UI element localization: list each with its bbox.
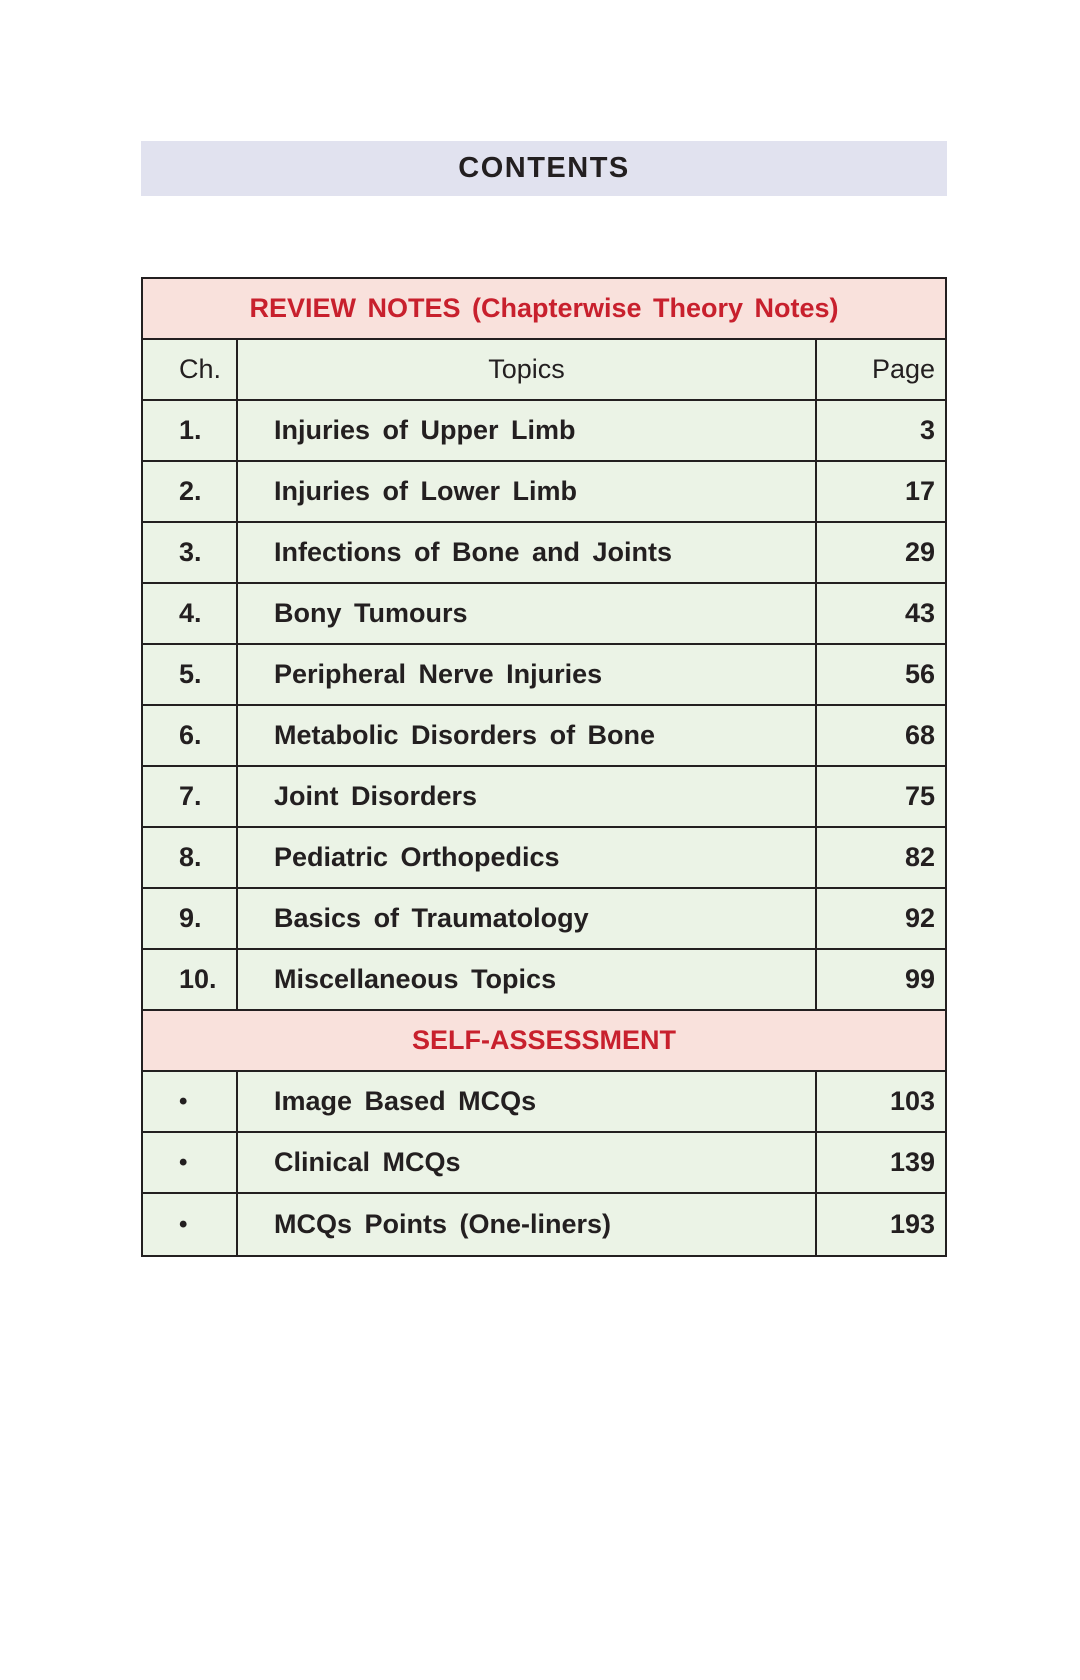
bullet-icon: • [143,1072,238,1131]
column-header-topics: Topics [238,340,817,399]
chapter-topic: Miscellaneous Topics [238,950,817,1009]
chapter-number: 2. [143,462,238,521]
chapter-number: 3. [143,523,238,582]
chapter-page: 68 [904,720,935,750]
table-row [143,584,945,645]
chapter-number: 5. [143,645,238,704]
bullet-icon: • [143,1133,238,1192]
chapter-number: 9. [143,889,238,948]
chapter-topic: Pediatric Orthopedics [238,828,817,887]
table-row [143,767,945,828]
chapter-page: 75 [904,781,935,811]
chapter-page: 29 [904,537,935,567]
assessment-page: 139 [889,1147,935,1177]
assessment-topic: MCQs Points (One-liners) [238,1194,817,1255]
chapter-number: 6. [143,706,238,765]
table-row [143,645,945,706]
assessment-page: 193 [889,1209,935,1239]
section-header-review-notes [143,279,945,340]
chapter-page: 17 [904,476,935,506]
chapter-page: 43 [904,598,935,628]
section-title: REVIEW NOTES (Chapterwise Theory Notes) [249,293,839,323]
column-header-ch: Ch. [143,340,238,399]
chapter-number: 10. [143,950,238,1009]
chapter-topic: Injuries of Upper Limb [238,401,817,460]
table-row [143,706,945,767]
chapter-page: 99 [904,964,935,994]
assessment-page: 103 [889,1086,935,1116]
table-row [143,1072,945,1133]
assessment-topic: Image Based MCQs [238,1072,817,1131]
chapter-topic: Joint Disorders [238,767,817,826]
chapter-topic: Bony Tumours [238,584,817,643]
table-row [143,523,945,584]
chapter-topic: Injuries of Lower Limb [238,462,817,521]
chapter-page: 92 [904,903,935,933]
table-row [143,401,945,462]
contents-title-band [141,141,947,196]
chapter-topic: Metabolic Disorders of Bone [238,706,817,765]
contents-table [141,277,947,1257]
chapter-page: 56 [904,659,935,689]
chapter-page: 82 [904,842,935,872]
chapter-topic: Basics of Traumatology [238,889,817,948]
chapter-number: 4. [143,584,238,643]
table-row [143,462,945,523]
section-header-self-assessment [143,1011,945,1072]
chapter-topic: Infections of Bone and Joints [238,523,817,582]
chapter-page: 3 [919,415,935,445]
chapter-number: 7. [143,767,238,826]
chapter-number: 8. [143,828,238,887]
table-row [143,950,945,1011]
table-row [143,1133,945,1194]
section-title: SELF-ASSESSMENT [411,1025,677,1055]
table-row [143,1194,945,1255]
bullet-icon: • [143,1194,238,1255]
assessment-topic: Clinical MCQs [238,1133,817,1192]
table-row [143,889,945,950]
chapter-number: 1. [143,401,238,460]
column-header-page: Page [871,354,935,384]
table-header-row [143,340,945,401]
chapter-topic: Peripheral Nerve Injuries [238,645,817,704]
table-row [143,828,945,889]
page-title: CONTENTS [458,152,630,184]
